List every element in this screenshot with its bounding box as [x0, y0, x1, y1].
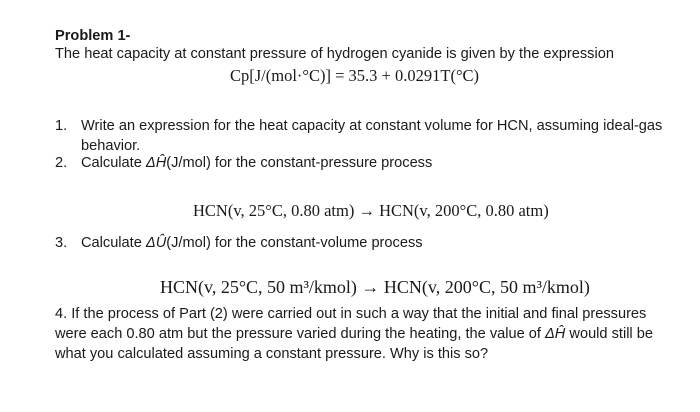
item-3-text	[81, 233, 671, 253]
item-1-number: 1.	[55, 118, 68, 134]
item-4-number: 4.	[55, 306, 68, 322]
item-4-text-after: would still be what you calculated assuming a constant pressure. Why is this so?	[55, 326, 653, 362]
item-3-text-after: (J/mol) for the constant-volume process	[166, 235, 423, 251]
item-3-number: 3.	[55, 235, 68, 251]
item-2-number: 2.	[55, 155, 68, 171]
problem-title: Problem 1-	[55, 28, 131, 44]
problem-intro: The heat capacity at constant pressure of hydrogen cyanide is given by the expression	[55, 46, 614, 62]
delta-u-symbol: ΔÛ	[145, 235, 167, 251]
delta-h-symbol: ΔĤ	[545, 326, 566, 342]
item-2-text-before: Calculate	[81, 155, 146, 171]
process-equation-2: HCN(v, 25°C, 50 m³/kmol) → HCN(v, 200°C, 50 m³/kmol)	[160, 277, 590, 297]
item-4-text	[55, 304, 670, 364]
item-2-text	[81, 153, 671, 173]
delta-h-symbol: ΔĤ	[145, 155, 167, 171]
item-3-text-before: Calculate	[81, 235, 146, 251]
item-4-text-before: If the process of Part (2) were carried out in such a way that the initial and final pressures were each 0.80 atm but the pressure varied during the heating, the value of	[55, 306, 647, 342]
item-1-text: Write an expression for the heat capacity at constant volume for HCN, assuming ideal-gas behavior.	[81, 118, 663, 154]
item-2-text-after: (J/mol) for the constant-pressure process	[166, 155, 433, 171]
heat-capacity-equation: Cp[J/(mol·°C)] = 35.3 + 0.0291T(°C)	[230, 66, 480, 85]
process-equation-1: HCN(v, 25°C, 0.80 atm) → HCN(v, 200°C, 0.80 atm)	[193, 201, 549, 220]
